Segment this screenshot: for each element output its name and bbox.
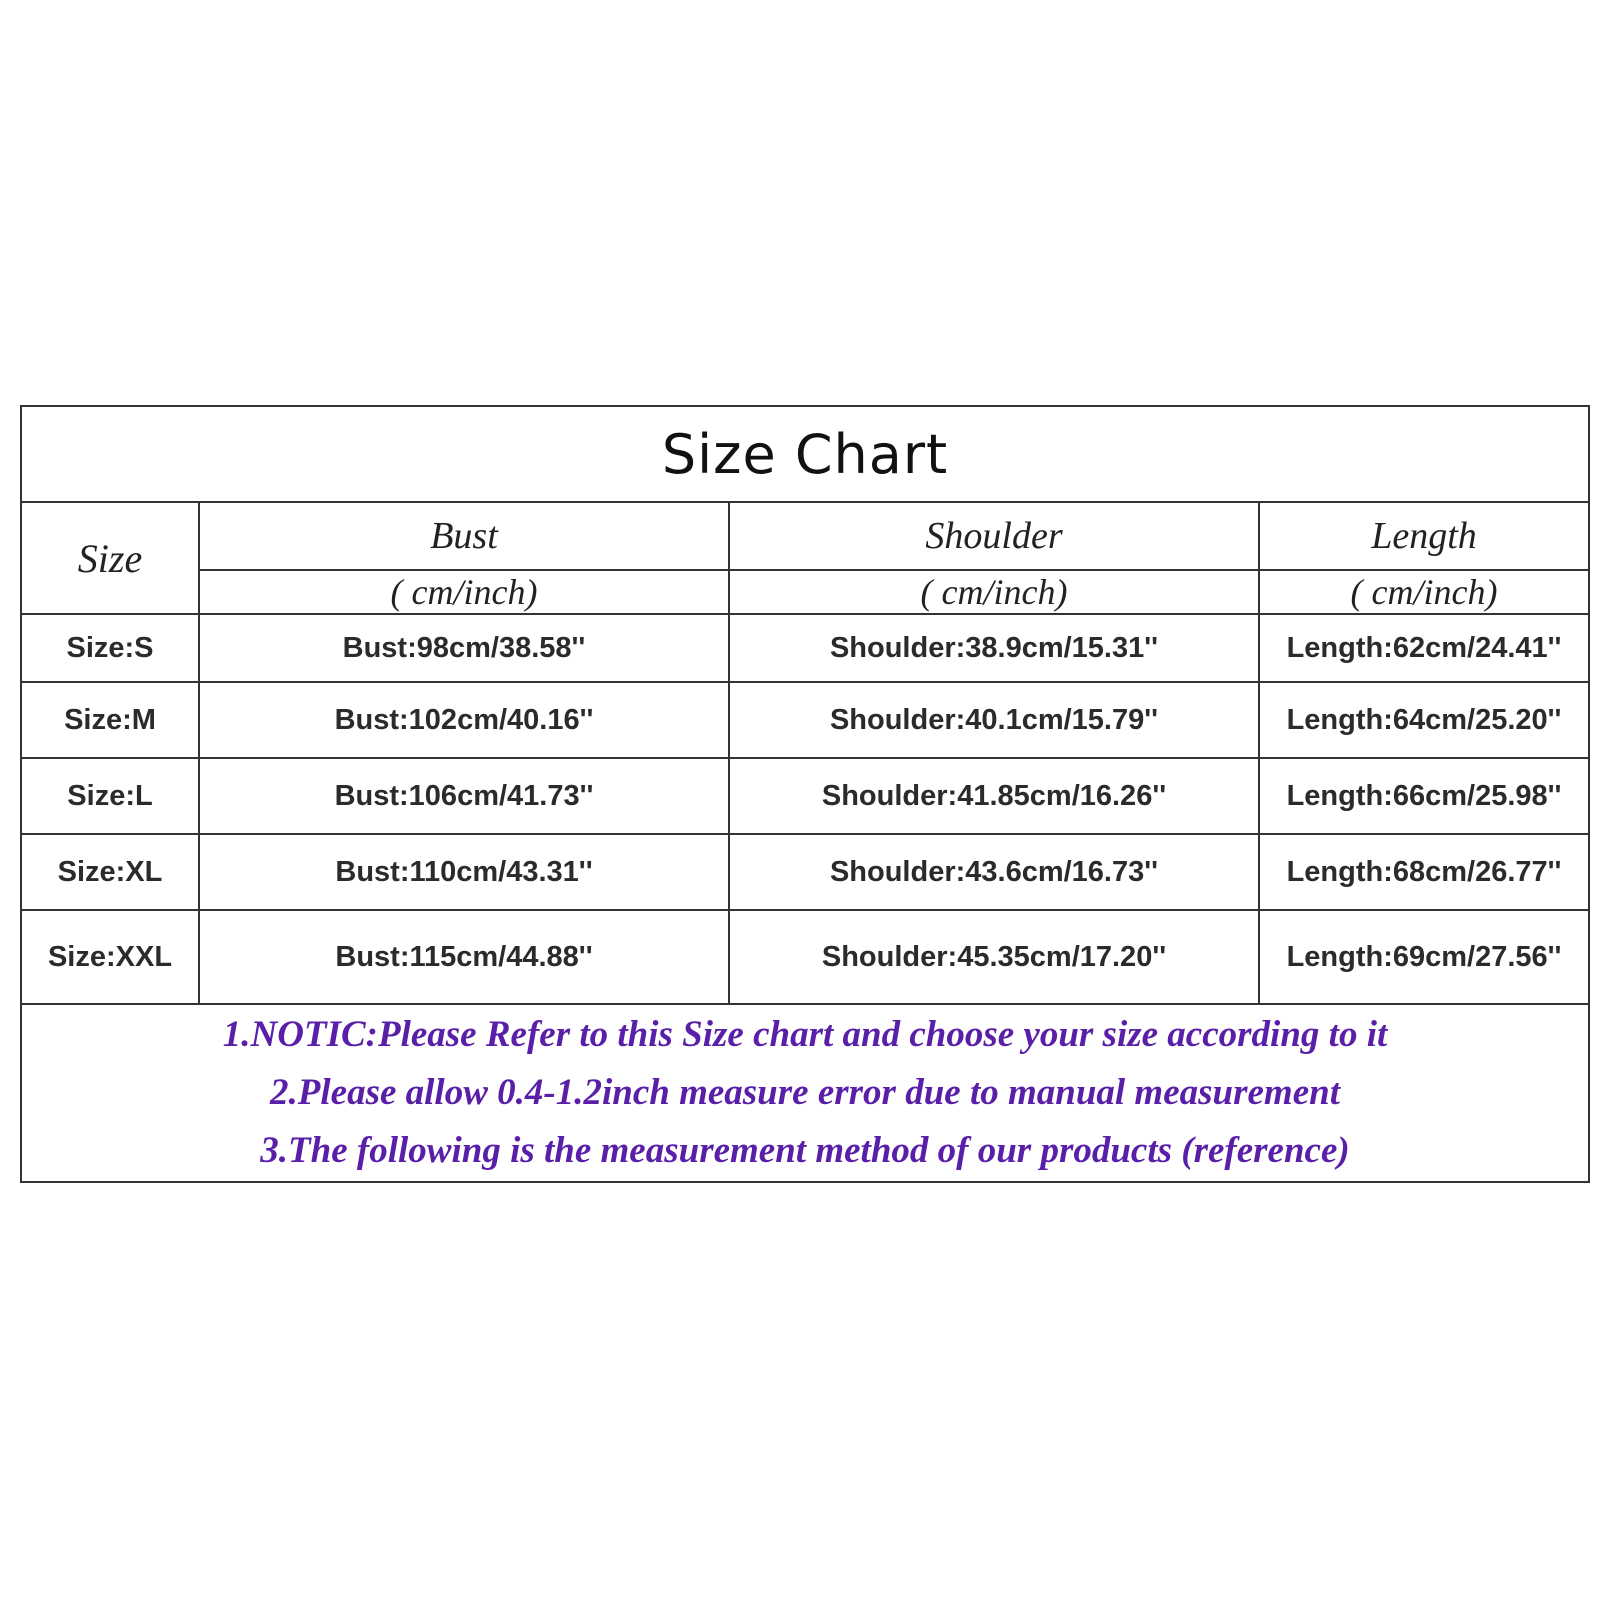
size-cell: Size:XXL [21,910,199,1004]
length-cell: Length:66cm/25.98'' [1259,758,1589,834]
header-row [21,502,1589,570]
shoulder-cell: Shoulder:40.1cm/15.79'' [729,682,1259,758]
size-chart-table [20,405,1590,1183]
length-column-header: Length [1259,502,1589,570]
note-line-1: 1.NOTIC:Please Refer to this Size chart and choose your size according to it [222,1014,1388,1055]
table-row [21,834,1589,910]
table-row [21,758,1589,834]
bust-column-header: Bust [199,502,729,570]
shoulder-cell: Shoulder:45.35cm/17.20'' [729,910,1259,1004]
shoulder-cell: Shoulder:38.9cm/15.31'' [729,614,1259,682]
chart-title: Size Chart [21,406,1589,502]
bust-cell: Bust:98cm/38.58'' [199,614,729,682]
shoulder-cell: Shoulder:43.6cm/16.73'' [729,834,1259,910]
bust-cell: Bust:102cm/40.16'' [199,682,729,758]
note-line-3: 3.The following is the measurement method of our products (reference) [260,1130,1350,1171]
title-row [21,406,1589,502]
bust-cell: Bust:106cm/41.73'' [199,758,729,834]
size-column-header: Size [21,502,199,614]
shoulder-column-header: Shoulder [729,502,1259,570]
bust-unit-label: ( cm/inch) [199,570,729,614]
shoulder-unit-label: ( cm/inch) [729,570,1259,614]
length-cell: Length:68cm/26.77'' [1259,834,1589,910]
unit-row [21,570,1589,614]
size-cell: Size:M [21,682,199,758]
shoulder-cell: Shoulder:41.85cm/16.26'' [729,758,1259,834]
length-unit-label: ( cm/inch) [1259,570,1589,614]
length-cell: Length:64cm/25.20'' [1259,682,1589,758]
bust-cell: Bust:115cm/44.88'' [199,910,729,1004]
note-line-2: 2.Please allow 0.4-1.2inch measure error due to manual measurement [270,1072,1340,1113]
size-cell: Size:XL [21,834,199,910]
notes-row [21,1004,1589,1182]
table-row [21,614,1589,682]
size-cell: Size:S [21,614,199,682]
length-cell: Length:62cm/24.41'' [1259,614,1589,682]
table-row [21,682,1589,758]
length-cell: Length:69cm/27.56'' [1259,910,1589,1004]
table-row [21,910,1589,1004]
notes-block [21,1004,1589,1182]
size-cell: Size:L [21,758,199,834]
bust-cell: Bust:110cm/43.31'' [199,834,729,910]
